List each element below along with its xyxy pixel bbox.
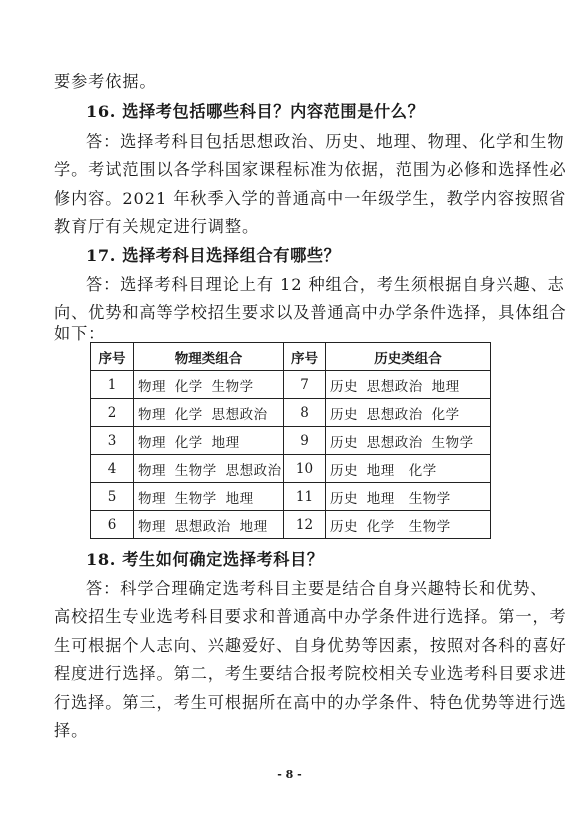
table-cell: 9 [284, 427, 326, 455]
q17-answer-line: 答：选择考科目理论上有 12 种组合，考生须根据自身兴趣、志 [86, 275, 565, 294]
q16-answer-line: 答：选择考科目包括思想政治、历史、地理、物理、化学和生物 [86, 132, 565, 151]
table-cell: 物理 化学 生物学 [134, 371, 284, 399]
table-cell: 物理 生物学 地理 [134, 483, 284, 511]
question-16-heading: 16. 选择考包括哪些科目？内容范围是什么？ [86, 102, 425, 121]
table-cell: 3 [91, 427, 134, 455]
q18-answer-line: 答：科学合理确定选考科目主要是结合自身兴趣特长和优势、 [86, 579, 548, 598]
table-cell: 11 [284, 483, 326, 511]
table-cell: 12 [284, 511, 326, 539]
table-cell: 物理 思想政治 地理 [134, 511, 284, 539]
table-cell: 物理 化学 思想政治 [134, 399, 284, 427]
q17-answer-line: 向、优势和高等学校招生要求以及普通高中办学条件选择，具体组合 [54, 303, 567, 322]
q17-answer-line: 如下： [54, 324, 106, 343]
q16-answer-line: 学。考试范围以各学科国家课程标准为依据，范围为必修和选择性必 [54, 160, 567, 179]
q16-answer-line: 教育厅有关规定进行调整。 [54, 217, 260, 236]
q18-answer-line: 行选择。第三，考生可根据所在高中的办学条件、特色优势等进行选 [54, 693, 567, 712]
q18-answer-line: 高校招生专业选考科目要求和普通高中办学条件进行选择。第一，考 [54, 607, 567, 626]
q16-answer-line: 修内容。2021 年秋季入学的普通高中一年级学生，教学内容按照省 [54, 189, 567, 208]
header-physics-combination: 物理类组合 [134, 343, 284, 371]
table-cell: 历史 思想政治 地理 [326, 371, 491, 399]
table-cell: 1 [91, 371, 134, 399]
continued-text-line: 要参考依据。 [54, 72, 157, 91]
table-cell: 8 [284, 399, 326, 427]
table-row [91, 455, 491, 483]
table-cell: 历史 地理 化学 [326, 455, 491, 483]
table-row [91, 427, 491, 455]
table-row [91, 483, 491, 511]
header-index-history: 序号 [284, 343, 326, 371]
page-number: - 8 - [277, 768, 302, 781]
table-cell: 物理 生物学 思想政治 [134, 455, 284, 483]
table-cell: 历史 地理 生物学 [326, 483, 491, 511]
q18-answer-line: 程度进行选择。第二，考生要结合报考院校相关专业选考科目要求进 [54, 664, 567, 683]
question-18-heading: 18. 考生如何确定选择考科目？ [86, 550, 324, 569]
table-cell: 历史 思想政治 化学 [326, 399, 491, 427]
table-row [91, 399, 491, 427]
header-index-physics: 序号 [91, 343, 134, 371]
table-cell: 历史 化学 生物学 [326, 511, 491, 539]
subject-combination-table [90, 342, 491, 539]
q18-answer-line: 择。 [54, 721, 89, 740]
header-history-combination: 历史类组合 [326, 343, 491, 371]
table-cell: 2 [91, 399, 134, 427]
table-header-row [91, 343, 491, 371]
table-cell: 5 [91, 483, 134, 511]
table-cell: 历史 思想政治 生物学 [326, 427, 491, 455]
table-cell: 物理 化学 地理 [134, 427, 284, 455]
question-17-heading: 17. 选择考科目选择组合有哪些？ [86, 246, 341, 265]
table-row [91, 371, 491, 399]
table-cell: 6 [91, 511, 134, 539]
table-cell: 7 [284, 371, 326, 399]
table-cell: 10 [284, 455, 326, 483]
table-row [91, 511, 491, 539]
table-cell: 4 [91, 455, 134, 483]
q18-answer-line: 生可根据个人志向、兴趣爱好、自身优势等因素，按照对各科的喜好 [54, 636, 567, 655]
